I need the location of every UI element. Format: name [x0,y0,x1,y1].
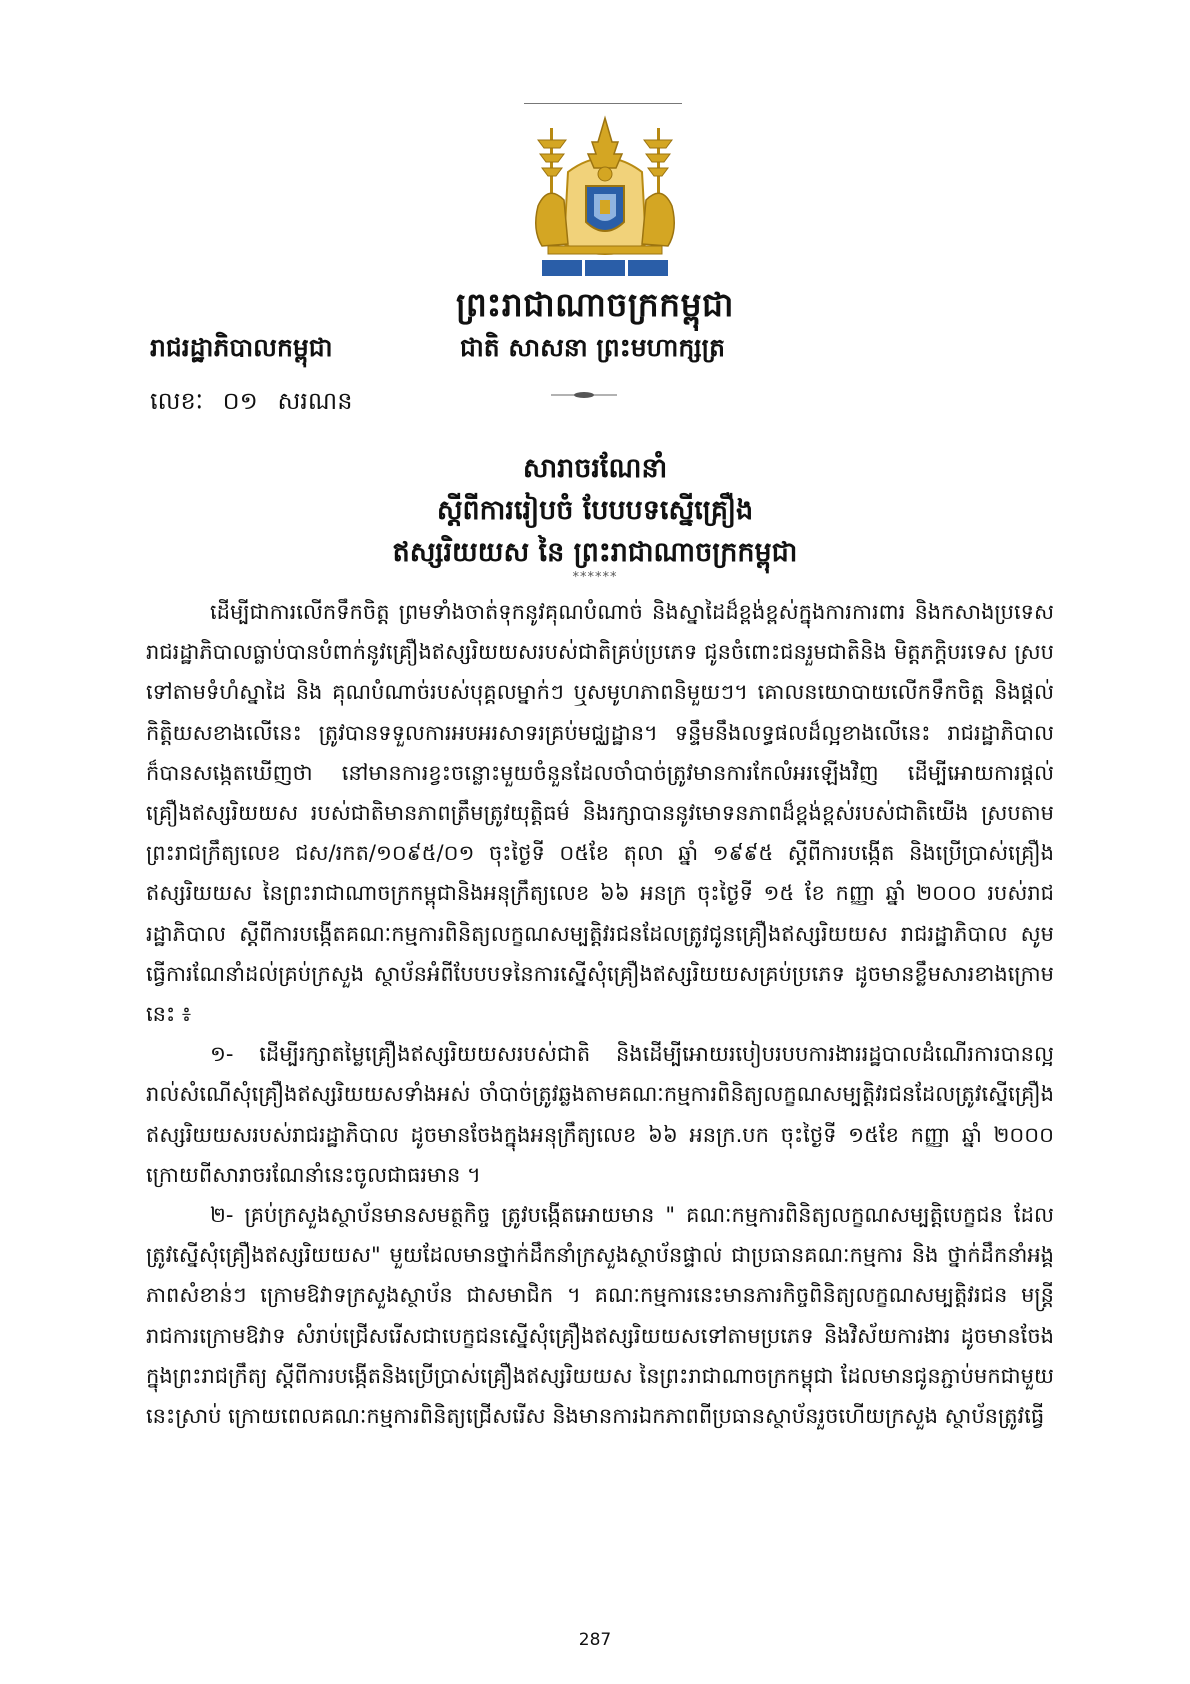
title-line-3: ឥស្សរិយយស នៃ ព្រះរាជាណាចក្រកម្ពុជា [392,537,798,568]
document-number: លេខៈ ០១ សរណន [150,387,353,415]
royal-arms-emblem [528,114,682,284]
document-body [146,592,1054,1436]
national-motto: ជាតិ សាសនា ព្រះមហាក្សត្រ [460,333,725,362]
paragraph-article-1: ១- ដើម្បីរក្សាតម្លៃគ្រឿងឥស្សរិយយសរបស់ជាតិ និងដើម្បីអោយរបៀបរបបការងាររដ្ឋបាលដំណើរការបានល្អ រាល់សំណើសុំគ្រឿងឥស្សរិយយសទាំងអស់ ចាំបាច់ត្រូវឆ្លងតាមគណៈកម្មការពិនិត្យលក្ខណសម្បត្តិវរជនដែលត្រូវស្នើគ្រឿងឥស្សរិយយសរបស់រាជរដ្ឋាភិបាល ដូចមានចែងក្នុងអនុក្រឹត្យលេខ ៦៦ អនក្រ.បក ចុះថ្ងៃទី ១៥ខែ កញ្ញា ឆ្នាំ ២០០០ ក្រោយពីសារាចរណែនាំនេះចូលជាធរមាន ។ [146,1042,1054,1187]
paragraph-intro: ដើម្បីជាការលើកទឹកចិត្ត ព្រមទាំងចាត់ទុកនូវគុណបំណាច់ និងស្នាដៃដ៏ខ្ពង់ខ្ពស់ក្នុងការការពារ និងកសាងប្រទេស រាជរដ្ឋាភិបាលធ្លាប់បានបំពាក់នូវគ្រឿងឥស្សរិយយសរបស់ជាតិគ្រប់ប្រភេទ ជូនចំពោះជនរួមជាតិនិង មិត្តភក្តិបរទេស ស្របទៅតាមទំហំស្នាដៃ និង គុណបំណាច់របស់បុគ្គលម្នាក់ៗ ឬសមូហភាពនិមួយៗ។ គោលនយោបាយលើកទឹកចិត្ត និងផ្តល់កិត្តិយសខាងលើនេះ ត្រូវបានទទួលការអបអរសាទរគ្រប់មជ្ឈដ្ឋាន។ ទន្ទឹមនឹងលទ្ធផលដ៏ល្អខាងលើនេះ រាជរដ្ឋាភិបាលក៏បានសង្កេតឃើញថា នៅមានការខ្វះចន្លោះមួយចំនួនដែលចាំបាច់ត្រូវមានការកែលំអរឡើងវិញ ដើម្បីអោយការផ្តល់គ្រឿងឥស្សរិយយស របស់ជាតិមានភាពត្រឹមត្រូវយុត្តិធម៌ និងរក្សាបាននូវមោទនភាពដ៏ខ្ពង់ខ្ពស់របស់ជាតិយើង ស្របតាមព្រះរាជក្រឹត្យលេខ ជស/រកត/១០៩៥/០១ ចុះថ្ងៃទី ០៥ខែ តុលា ឆ្នាំ ១៩៩៥ ស្តីពីការបង្កើត និងប្រើប្រាស់គ្រឿងឥស្សរិយយស នៃព្រះរាជាណាចក្រកម្ពុជានិងអនុក្រឹត្យលេខ ៦៦ អនក្រ ចុះថ្ងៃទី ១៥ ខែ កញ្ញា ឆ្នាំ ២០០០ របស់រាជរដ្ឋាភិបាល ស្តីពីការបង្កើតគណៈកម្មការពិនិត្យលក្ខណសម្បត្តិវរជនដែលត្រូវជូនគ្រឿងឥស្សរិយយស រាជរដ្ឋាភិបាល សូមធ្វើការណែនាំដល់គ្រប់ក្រសួង ស្ថាប័នអំពីបែបបទនៃការស្នើសុំគ្រឿងឥស្សរិយយសគ្រប់ប្រភេទ ដូចមានខ្លឹមសារខាងក្រោមនេះ ៖ [146,600,1054,1027]
government-name: រាជរដ្ឋាភិបាលកម្ពុជា [150,333,333,362]
kingdom-title: ព្រះរាជាណាចក្រកម្ពុជា [456,285,734,324]
title-line-2: ស្តីពីការរៀបចំ បែបបទស្នើគ្រឿង [436,495,754,526]
title-ornament: ****** [572,570,618,585]
title-line-1: សារាចរណែនាំ [522,453,668,484]
top-rule [524,103,682,104]
document-title [0,448,1190,574]
page-number: 287 [578,1630,612,1650]
paragraph-article-2: ២- គ្រប់ក្រសួងស្ថាប័នមានសមត្ថកិច្ច ត្រូវបង្កើតអោយមាន " គណៈកម្មការពិនិត្យលក្ខណសម្បត្តិបេក្ខជន ដែលត្រូវស្នើសុំគ្រឿងឥស្សរិយយស" មួយដែលមានថ្នាក់ដឹកនាំក្រសួងស្ថាប័នផ្ទាល់ ជាប្រធានគណៈកម្មការ និង ថ្នាក់ដឹកនាំអង្គភាពសំខាន់ៗ ក្រោមឱវាទក្រសួងស្ថាប័ន ជាសមាជិក ។ គណៈកម្មការនេះមានភារកិច្ចពិនិត្យលក្ខណសម្បត្តិវរជន មន្ត្រីរាជការក្រោមឱវាទ សំរាប់ជ្រើសរើសជាបេក្ខជនស្នើសុំគ្រឿងឥស្សរិយយសទៅតាមប្រភេទ និងវិស័យការងារ ដូចមានចែងក្នុងព្រះរាជក្រឹត្យ ស្តីពីការបង្កើតនិងប្រើប្រាស់គ្រឿងឥស្សរិយយស នៃព្រះរាជាណាចក្រកម្ពុជា ដែលមានជូនភ្ជាប់មកជាមួយនេះស្រាប់ ក្រោយពេលគណៈកម្មការពិនិត្យជ្រើសរើស និងមានការឯកភាពពីប្រធានស្ថាប័នរួចហើយក្រសួង ស្ថាប័នត្រូវធ្វើ [146,1203,1054,1429]
motto-ornament [551,391,617,399]
